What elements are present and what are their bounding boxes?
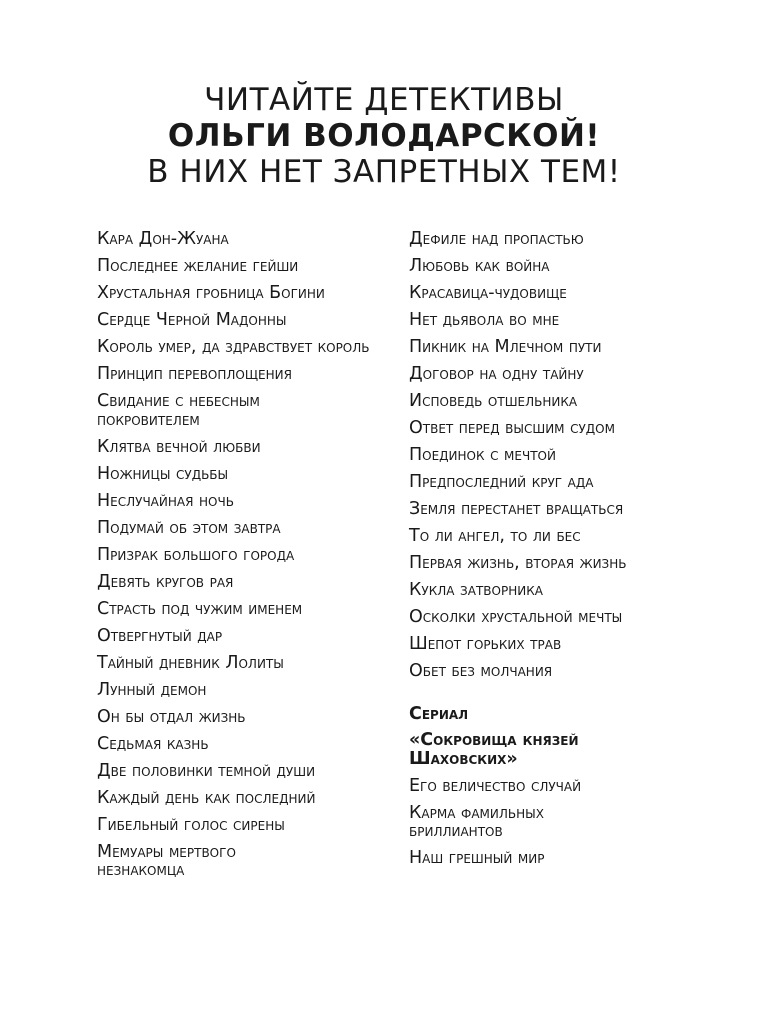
book-title: Страсть под чужим именем [97,598,303,619]
book-title: Наш грешный мир [409,848,545,868]
right-book-list [409,230,709,876]
book-title: Пикник на Млечном пути [409,337,602,357]
book-title: Ножницы судьбы [97,463,229,484]
series-name: «Сокровища князей Шаховских» [409,730,579,769]
book-title: Клятва вечной любви [97,436,261,457]
book-title: Поединок с мечтой [409,445,556,465]
page-header [0,82,768,190]
book-title: Сердце Черной Мадонны [97,310,287,330]
book-title: Кара Дон-Жуана [97,229,229,249]
book-title: Кукла затворника [409,580,543,600]
book-title: Шепот горьких трав [409,634,562,654]
header-line-1: ЧИТАЙТЕ ДЕТЕКТИВЫ [204,82,564,118]
book-title: Исповедь отшельника [409,391,578,411]
header-author: ОЛЬГИ ВОЛОДАРСКОЙ! [167,118,601,154]
book-title: Король умер, да здравствует король [97,337,370,357]
book-title: Хрустальная гробница Богини [97,283,325,303]
book-title: Красавица-чудовище [409,283,567,303]
book-title: Девять кругов рая [97,571,234,592]
book-title: Осколки хрустальной мечты [409,607,623,627]
book-title: Мемуары мертвого незнакомца [97,841,236,880]
book-title: Две половинки темной души [97,760,316,781]
book-title: Карма фамильных бриллиантов [409,802,544,841]
book-title: Лунный демон [97,679,207,700]
book-title: Призрак большого города [97,544,295,565]
left-book-list [97,230,387,888]
book-title: Обет без молчания [409,661,553,681]
book-title: Земля перестанет вращаться [409,499,624,519]
book-title: Его величество случай [409,775,582,796]
book-title: Первая жизнь, вторая жизнь [409,553,627,573]
header-line-3: В НИХ НЕТ ЗАПРЕТНЫХ ТЕМ! [147,154,621,190]
book-title: Каждый день как последний [97,787,316,808]
book-title: Свидание с небесным покровителем [97,391,260,430]
book-title: Тайный дневник Лолиты [97,652,284,673]
book-title: Неслучайная ночь [97,490,234,511]
book-title: Последнее желание гейши [97,256,299,276]
book-title: Ответ перед высшим судом [409,418,615,438]
book-title: Любовь как война [409,256,550,276]
book-title: Дефиле над пропастью [409,229,584,249]
book-title: Подумай об этом завтра [97,517,281,538]
book-title: Принцип перевоплощения [97,364,292,384]
book-title: То ли ангел, то ли бес [409,526,581,546]
book-title: Гибельный голос сирены [97,814,285,835]
series-label: Сериал [409,703,469,724]
book-title: Седьмая казнь [97,733,209,754]
book-title: Он бы отдал жизнь [97,706,246,727]
book-title: Отвергнутый дар [97,625,223,646]
book-title: Договор на одну тайну [409,364,584,384]
book-title: Нет дьявола во мне [409,310,560,330]
book-title: Предпоследний круг ада [409,472,594,492]
